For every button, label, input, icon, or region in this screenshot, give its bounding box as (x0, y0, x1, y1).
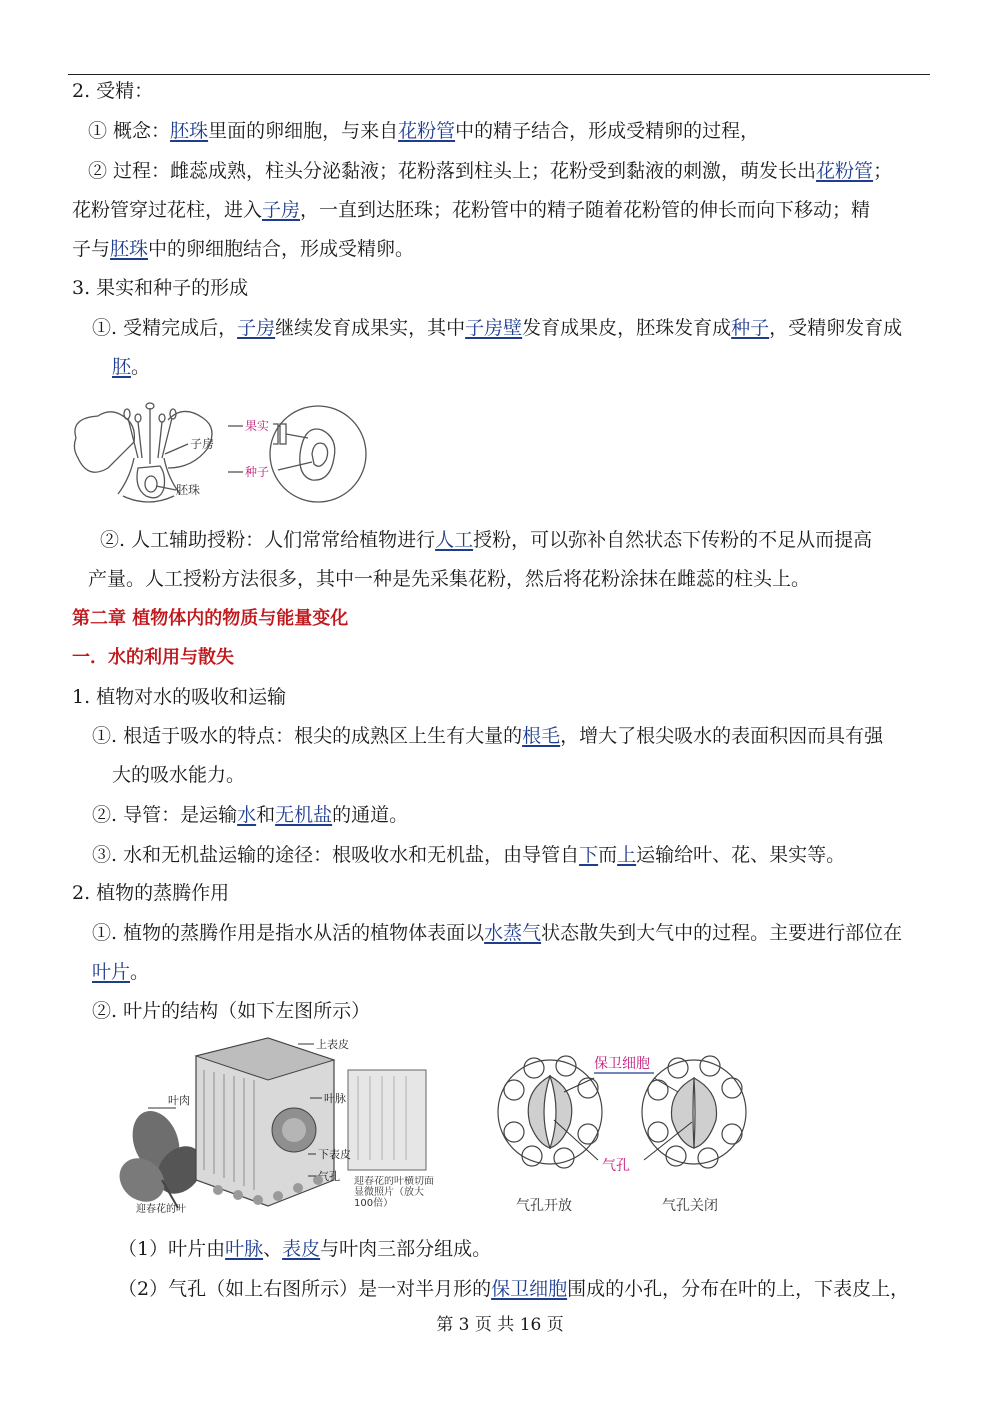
leaf-block-diagram (196, 1038, 334, 1206)
transpiration-text-1: ①. 植物的蒸腾作用是指水从活的植物体表面以水蒸气状态散失到大气中的过程。主要进行部位在 (92, 922, 903, 944)
petal-left (75, 412, 134, 442)
root-water-text-1: ①. 根适于吸水的特点：根尖的成熟区上生有大量的根毛，增大了根尖吸水的表面积因而具有强 (92, 725, 884, 747)
link-ovary[interactable]: 子房 (262, 199, 301, 221)
link-inorganic-salt[interactable]: 无机盐 (275, 804, 333, 826)
link-up[interactable]: 上 (617, 844, 637, 866)
leaf-structure-heading: ②. 叶片的结构（如下左图所示） (92, 1000, 371, 1022)
link-ovule-2[interactable]: 胚珠 (110, 238, 149, 260)
transport-route-text: ③. 水和无机盐运输的途径：根吸收水和无机盐，由导管自下而上运输给叶、花、果实等。 (92, 844, 846, 866)
link-artificial[interactable]: 人工 (435, 529, 474, 551)
link-water[interactable]: 水 (237, 804, 257, 826)
link-leaf-blade[interactable]: 叶片 (92, 961, 131, 983)
link-guard-cell[interactable]: 保卫细胞 (491, 1278, 568, 1300)
stomata-figure (494, 1040, 754, 1220)
stoma-description-text: （2）气孔（如上右图所示）是一对半月形的保卫细胞围成的小孔，分布在叶的上，下表皮上， (118, 1278, 910, 1300)
vessel-text: ②. 导管：是运输水和无机盐的通道。 (92, 804, 409, 826)
ovary-shape (137, 466, 165, 498)
label-seed: 种子 (245, 465, 270, 479)
link-epidermis[interactable]: 表皮 (282, 1238, 321, 1260)
caption-stoma-open: 气孔开放 (516, 1198, 572, 1214)
link-ovule[interactable]: 胚珠 (170, 120, 209, 142)
link-ovary-wall[interactable]: 子房壁 (465, 317, 523, 339)
artificial-pollination-1: ②. 人工辅助授粉：人们常常给植物进行人工授粉，可以弥补自然状态下传粉的不足从而提高 (100, 529, 873, 551)
page-footer: 第 3 页 共 16 页 (436, 1315, 564, 1335)
fruit-seed-text-1: ①. 受精完成后，子房继续发育成果实，其中子房壁发育成果皮，胚珠发育成种子，受精卵发育成 (92, 317, 903, 339)
link-water-vapor[interactable]: 水蒸气 (484, 922, 542, 944)
label-lower-epidermis: 下表皮 (318, 1148, 351, 1161)
stoma-closed (642, 1056, 746, 1168)
chapter-2-heading: 第二章 植物体内的物质与能量变化 (72, 608, 349, 629)
label-stoma-leaf: 气孔 (318, 1170, 340, 1183)
fertilization-process-3: 子与胚珠中的卵细胞结合，形成受精卵。 (72, 238, 415, 260)
label-fruit: 果实 (245, 419, 270, 433)
label-stoma: 气孔 (602, 1158, 630, 1174)
fertilization-process-1: ② 过程：雌蕊成熟，柱头分泌黏液；花粉落到柱头上；花粉受到黏液的刺激，萌发长出花粉管； (88, 160, 893, 182)
root-water-text-2: 大的吸水能力。 (112, 764, 246, 786)
fruit-seed-text-2: 胚。 (112, 356, 151, 378)
transpiration-text-2: 叶片。 (92, 961, 150, 983)
label-vein: 叶脉 (324, 1092, 346, 1105)
link-ovary-2[interactable]: 子房 (237, 317, 276, 339)
header-rule (68, 74, 930, 75)
link-pollen-tube-2[interactable]: 花粉管 (816, 160, 874, 182)
label-upper-epidermis: 上表皮 (316, 1038, 349, 1051)
link-root-hair[interactable]: 根毛 (522, 725, 561, 747)
link-pollen-tube[interactable]: 花粉管 (398, 120, 456, 142)
item-transpiration-heading: 2. 植物的蒸腾作用 (72, 882, 230, 904)
flower-fruit-figure (68, 398, 368, 510)
section-1-heading: 一．水的利用与散失 (72, 647, 234, 668)
link-down[interactable]: 下 (579, 844, 599, 866)
link-embryo[interactable]: 胚 (112, 356, 132, 378)
item-fruit-seed-heading: 3. 果实和种子的形成 (72, 277, 249, 299)
label-leaf-caption: 迎春花的叶 (136, 1204, 186, 1215)
caption-stoma-closed: 气孔关闭 (662, 1198, 718, 1214)
label-ovule: 胚珠 (176, 483, 201, 497)
fertilization-concept: ① 概念：胚珠里面的卵细胞，与来自花粉管中的精子结合，形成受精卵的过程， (88, 120, 760, 142)
link-seed[interactable]: 种子 (731, 317, 770, 339)
link-vein[interactable]: 叶脉 (225, 1238, 264, 1260)
label-ovary: 子房 (190, 437, 215, 451)
label-micrograph-note: 迎春花的叶横切面显微照片（放大100倍） (354, 1176, 434, 1209)
leaf-cross-section-figure (118, 1030, 440, 1220)
stoma-open (498, 1056, 602, 1168)
label-mesophyll: 叶肉 (168, 1094, 190, 1107)
ovule-shape (145, 476, 157, 492)
label-guard-cell: 保卫细胞 (594, 1056, 650, 1072)
fertilization-process-2: 花粉管穿过花柱，进入子房，一直到达胚珠；花粉管中的精子随着花粉管的伸长而向下移动；精 (72, 199, 871, 221)
fruit-shape (270, 406, 366, 502)
item-water-absorption-heading: 1. 植物对水的吸收和运输 (72, 686, 287, 708)
item-fertilization-heading: 2. 受精： (72, 80, 154, 102)
leaf-composition-text: （1）叶片由叶脉、表皮与叶肉三部分组成。 (118, 1238, 492, 1260)
artificial-pollination-2: 产量。人工授粉方法很多，其中一种是先采集花粉，然后将花粉涂抹在雌蕊的柱头上。 (88, 568, 811, 590)
